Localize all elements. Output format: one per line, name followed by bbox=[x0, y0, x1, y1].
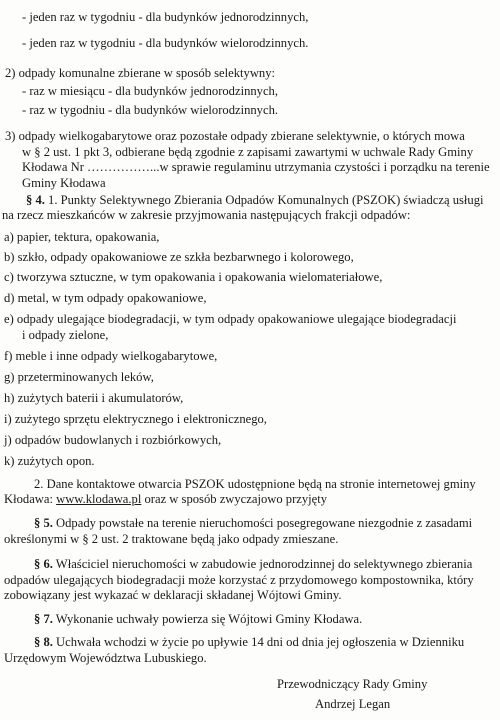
section-8-number: § 8. bbox=[34, 635, 53, 649]
contact-suffix: oraz w sposób zwyczajowo przyjęty bbox=[141, 492, 328, 506]
fraction-item: h) zużytych baterii i akumulatorów, bbox=[4, 391, 184, 405]
section-4-intro-line: na rzecz mieszkańców w zakresie przyjmowania następujących frakcji odpadów: bbox=[2, 208, 411, 222]
section-5-number: § 5. bbox=[34, 516, 53, 530]
section-4-point-2-line bbox=[4, 492, 327, 507]
section-7-text: Wykonanie uchwały powierza się Wójtowi Gminy Kłodawa. bbox=[52, 612, 363, 626]
section-7-number: § 7. bbox=[34, 612, 53, 626]
section-6-number: § 6. bbox=[34, 557, 53, 571]
section-4-intro bbox=[26, 193, 484, 208]
point-3-line: 3) odpady wielkogabarytowe oraz pozostałe odpady zbierane selektywnie, o których mowa bbox=[5, 129, 465, 143]
section-5-line: określonymi w § 2 ust. 2 traktowane będą jako odpady zmieszane. bbox=[4, 532, 339, 546]
section-6-text: Właściciel nieruchomości w zabudowie jednorodzinnej do selektywnego zbierania bbox=[52, 557, 473, 571]
point-3-line: Gminy Kłodawa bbox=[22, 176, 106, 190]
fraction-item: c) tworzywa sztuczne, w tym opakowania i opakowania wielomateriałowe, bbox=[4, 270, 383, 284]
section-7-line bbox=[34, 612, 362, 627]
section-4-intro-text: 1. Punkty Selektywnego Zbierania Odpadów Komunalnych (PSZOK) świadczą usługi bbox=[44, 193, 484, 207]
section-4-number: § 4. bbox=[26, 193, 45, 207]
section-5-text: Odpady powstałe na terenie nieruchomości posegregowane niezgodnie z zasadami bbox=[52, 516, 473, 530]
list-item: - raz w miesiącu - dla budynków jednorodzinnych, bbox=[22, 84, 278, 98]
website-link[interactable]: www.klodawa.pl bbox=[56, 492, 142, 506]
fraction-item: g) przeterminowanych leków, bbox=[4, 370, 154, 384]
point-2-label: 2) odpady komunalne zbierane w sposób selektywny: bbox=[5, 66, 276, 80]
point-3-line: Kłodawa Nr ……………...w sprawie regulaminu utrzymania czystości i porządku na terenie bbox=[22, 160, 490, 174]
section-6-line bbox=[34, 557, 472, 572]
fraction-item: b) szkło, odpady opakowaniowe ze szkła bezbarwnego i kolorowego, bbox=[4, 250, 354, 264]
section-8-text: Uchwała wchodzi w życie po upływie 14 dni od dnia jej ogłoszenia w Dzienniku bbox=[52, 635, 465, 649]
list-item: - raz w tygodniu - dla budynków wielorodzinnych. bbox=[22, 103, 279, 117]
section-4-point-2-line: 2. Dane kontaktowe otwarcia PSZOK udostępnione będą na stronie internetowej gminy bbox=[34, 477, 476, 491]
section-8-line bbox=[34, 635, 464, 650]
list-item: - jeden raz w tygodniu - dla budynków wielorodzinnych. bbox=[22, 36, 309, 50]
fraction-item: i) zużytego sprzętu elektrycznego i elektronicznego, bbox=[4, 412, 267, 426]
fraction-item: f) meble i inne odpady wielkogabarytowe, bbox=[4, 349, 218, 363]
fraction-item: a) papier, tektura, opakowania, bbox=[4, 230, 160, 244]
fraction-item: e) odpady ulegające biodegradacji, w tym odpady opakowaniowe ulegające biodegradacji bbox=[4, 312, 457, 326]
section-5-line bbox=[34, 516, 472, 531]
signature-name: Andrzej Legan bbox=[315, 697, 391, 711]
contact-prefix: Kłodawa: bbox=[4, 492, 57, 506]
section-6-line: zobowiązany jest wykazać w deklaracji składanej Wójtowi Gminy. bbox=[4, 588, 342, 602]
point-3-line: w § 2 ust. 1 pkt 3, odbierane będą zgodnie z zapisami zawartymi w uchwale Rady Gminy bbox=[22, 145, 474, 159]
fraction-item: j) odpadów budowlanych i rozbiórkowych, bbox=[4, 433, 222, 447]
fraction-item: d) metal, w tym odpady opakowaniowe, bbox=[4, 291, 207, 305]
section-8-line: Urzędowym Województwa Lubuskiego. bbox=[4, 651, 207, 665]
section-6-line: odpadów ulegających biodegradacji może korzystać z przydomowego kompostownika, który bbox=[4, 573, 474, 587]
signature-title: Przewodniczący Rady Gminy bbox=[277, 677, 428, 691]
fraction-item: k) zużytych opon. bbox=[4, 454, 95, 468]
fraction-item: i odpady zielone, bbox=[22, 328, 109, 342]
list-item: - jeden raz w tygodniu - dla budynków jednorodzinnych, bbox=[22, 10, 309, 24]
